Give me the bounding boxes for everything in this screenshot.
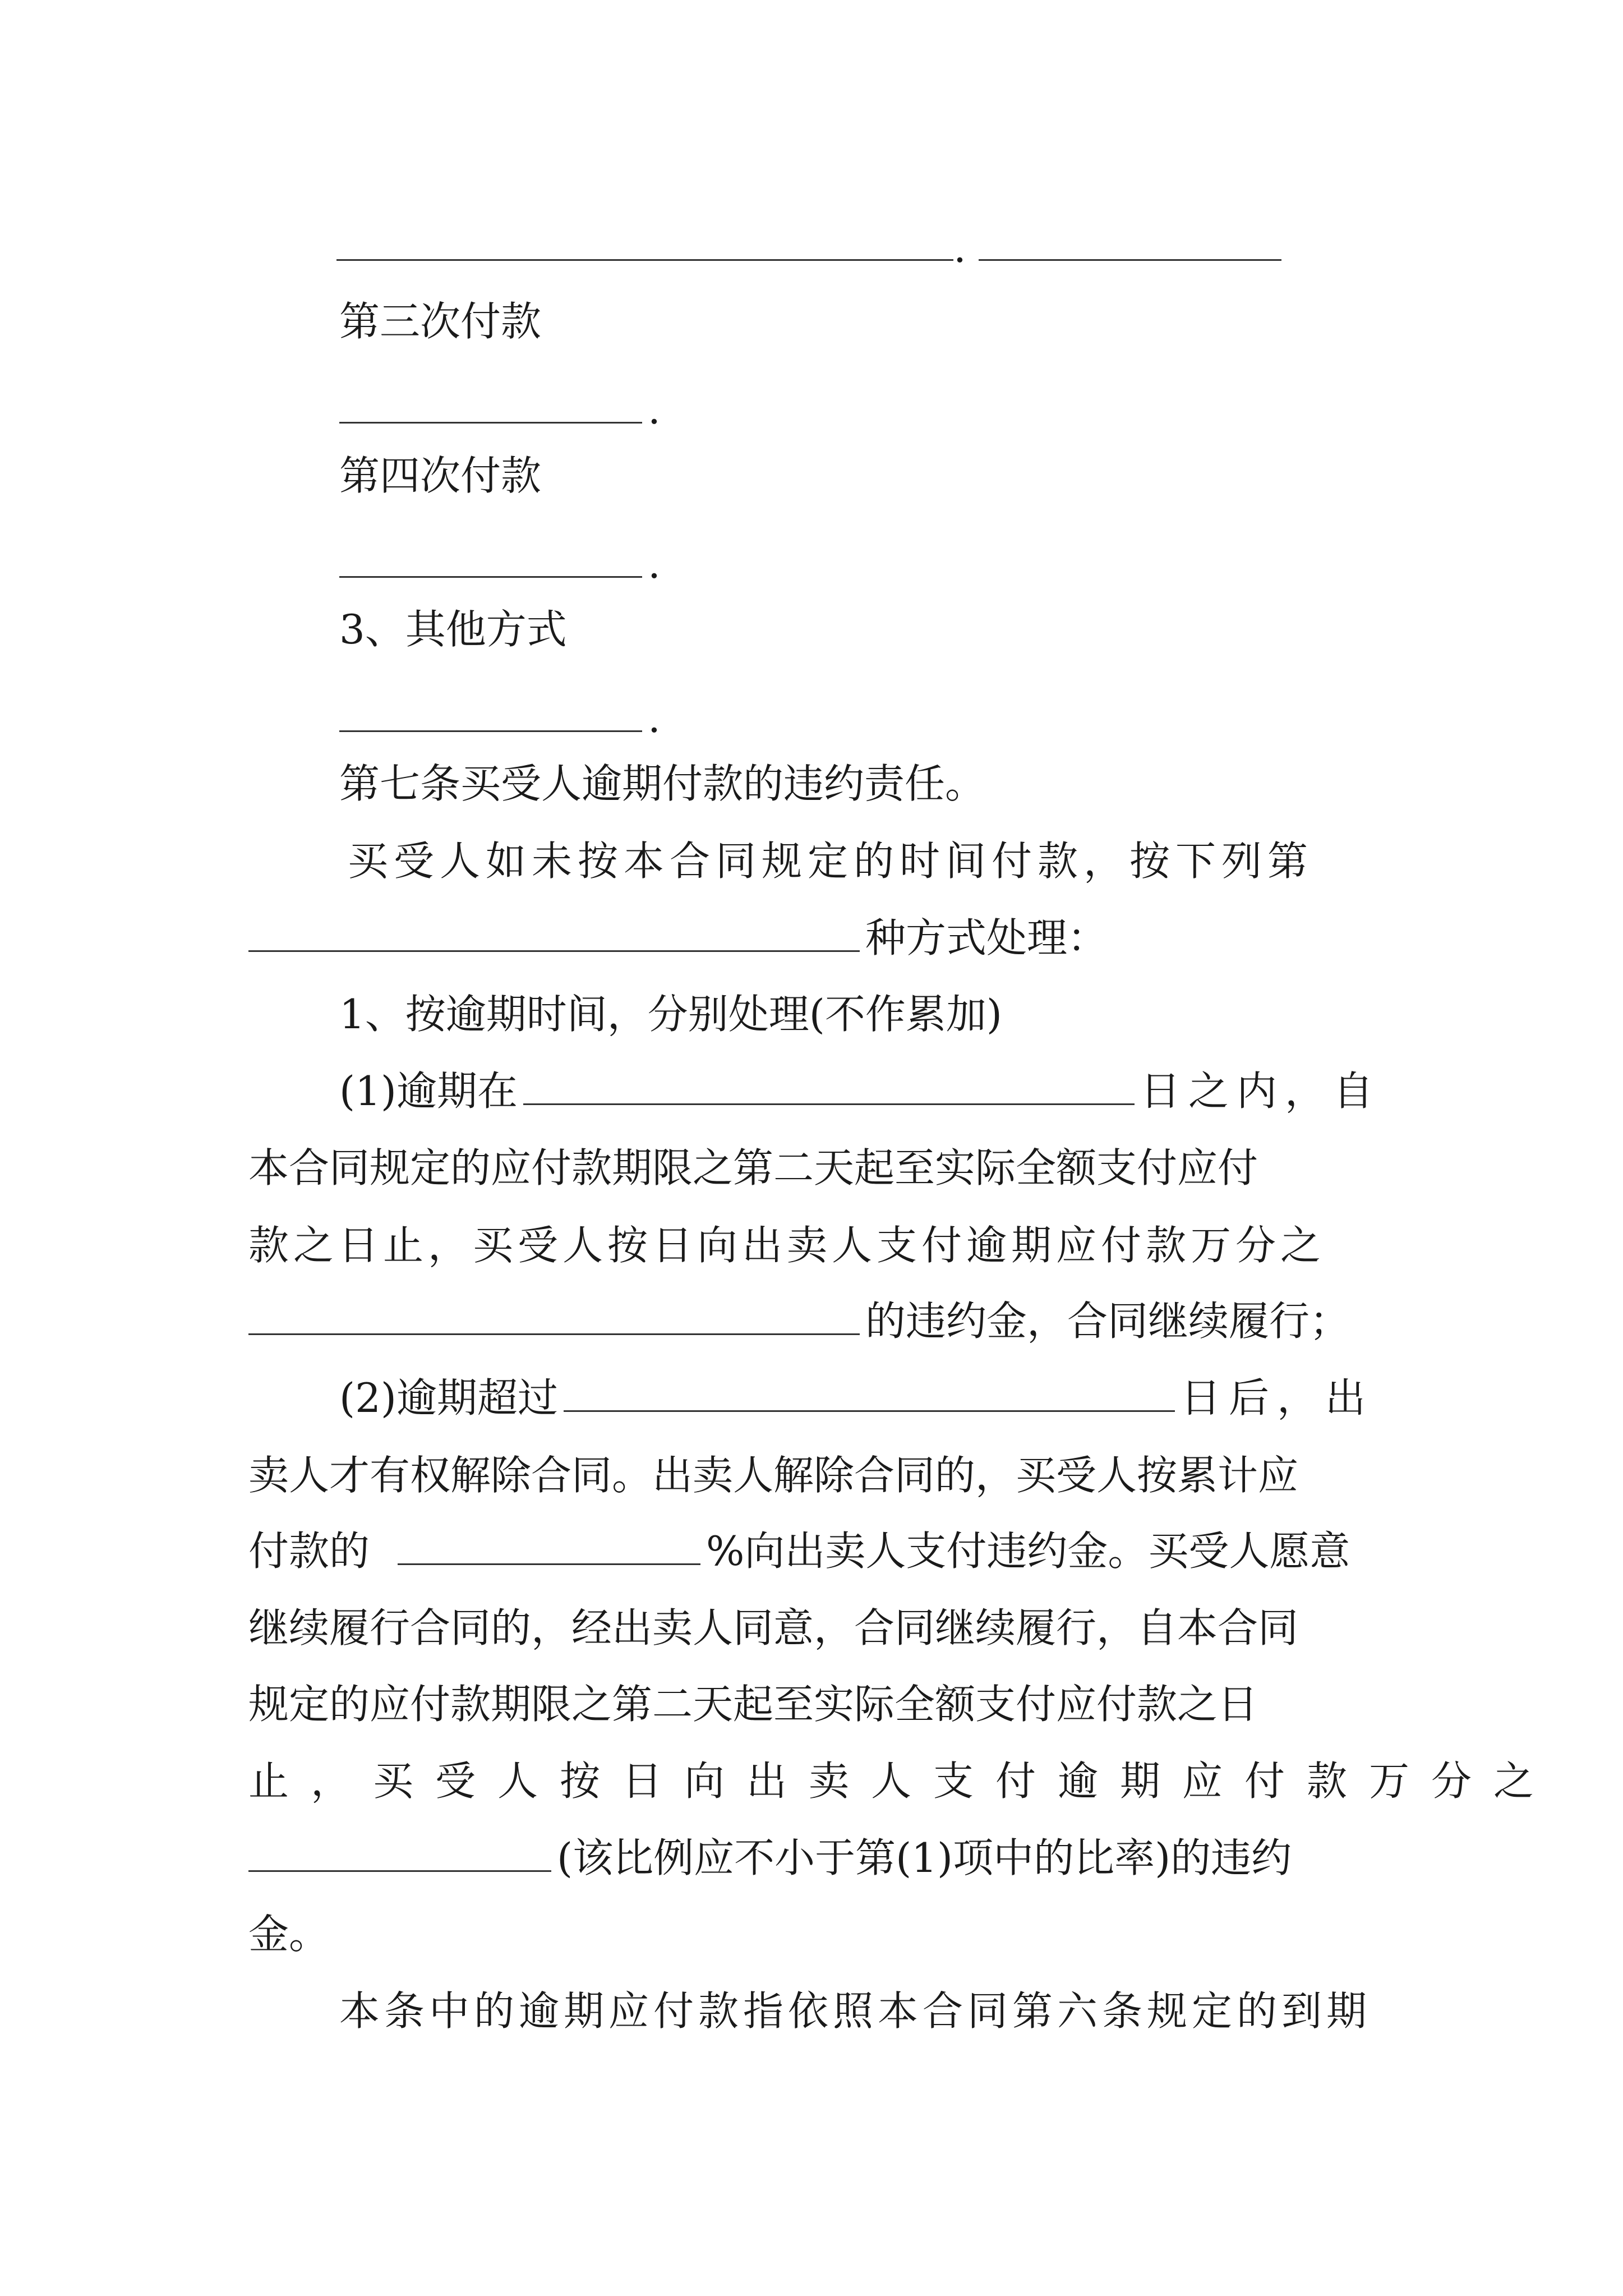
paragraph-line: 买受人如未按本合同规定的时间付款，按下列第 bbox=[348, 838, 1314, 885]
paragraph-line: 款之日止，买受人按日向出卖人支付逾期应付款万分之 bbox=[248, 1222, 1326, 1269]
article-heading: 第七条买受人逾期付款的违约责任。 bbox=[339, 760, 986, 807]
paragraph-line: (1)逾期在 日之内，自 bbox=[339, 1068, 1382, 1115]
paragraph-line: . bbox=[339, 690, 661, 746]
paragraph-line: 第三次付款 bbox=[339, 298, 542, 345]
blank-field bbox=[564, 1377, 1175, 1412]
blank-field bbox=[398, 1530, 700, 1565]
blank-field bbox=[523, 1070, 1135, 1105]
paragraph-line: 本条中的逾期应付款指依照本合同第六条规定的到期 bbox=[339, 1987, 1372, 2035]
blank-field bbox=[248, 1837, 551, 1872]
blank-line bbox=[336, 259, 953, 261]
paragraph-line: 止，买受人按日向出卖人支付逾期应付款万分之 bbox=[248, 1757, 1556, 1805]
paragraph-line: (该比例应不小于第(1)项中的比率)的违约 bbox=[248, 1830, 1292, 1886]
paragraph-line: 种方式处理： bbox=[248, 910, 1108, 966]
dot: . bbox=[953, 224, 966, 272]
paragraph-line: 3、其他方式 bbox=[339, 606, 567, 653]
paragraph-line: 本合同规定的应付款期限之第二天起至实际全额支付应付 bbox=[248, 1144, 1258, 1191]
blank-line bbox=[979, 259, 1281, 261]
paragraph-line: (2)逾期超过 日后，出 bbox=[339, 1374, 1374, 1421]
paragraph-line: . bbox=[339, 381, 661, 438]
blank-field bbox=[339, 388, 642, 424]
blank-field bbox=[248, 1300, 860, 1335]
blank-field bbox=[339, 697, 642, 732]
paragraph-line: 第四次付款 bbox=[339, 452, 542, 499]
blank-field bbox=[248, 917, 860, 952]
paragraph-line: 1、按逾期时间，分别处理(不作累加) bbox=[339, 991, 1002, 1038]
paragraph-line: 付款的 %向出卖人支付违约金。买受人愿意 bbox=[248, 1527, 1350, 1575]
paragraph-line: 规定的应付款期限之第二天起至实际全额支付应付款之日 bbox=[248, 1681, 1258, 1728]
blank-field bbox=[339, 542, 642, 578]
paragraph-line: 的违约金，合同继续履行； bbox=[248, 1293, 1350, 1349]
paragraph-line: 卖人才有权解除合同。出卖人解除合同的，买受人按累计应 bbox=[248, 1452, 1299, 1499]
paragraph-line: 金。 bbox=[248, 1911, 330, 1958]
paragraph-line: 继续履行合同的，经出卖人同意，合同继续履行，自本合同 bbox=[248, 1604, 1299, 1651]
paragraph-line: . bbox=[339, 536, 661, 592]
